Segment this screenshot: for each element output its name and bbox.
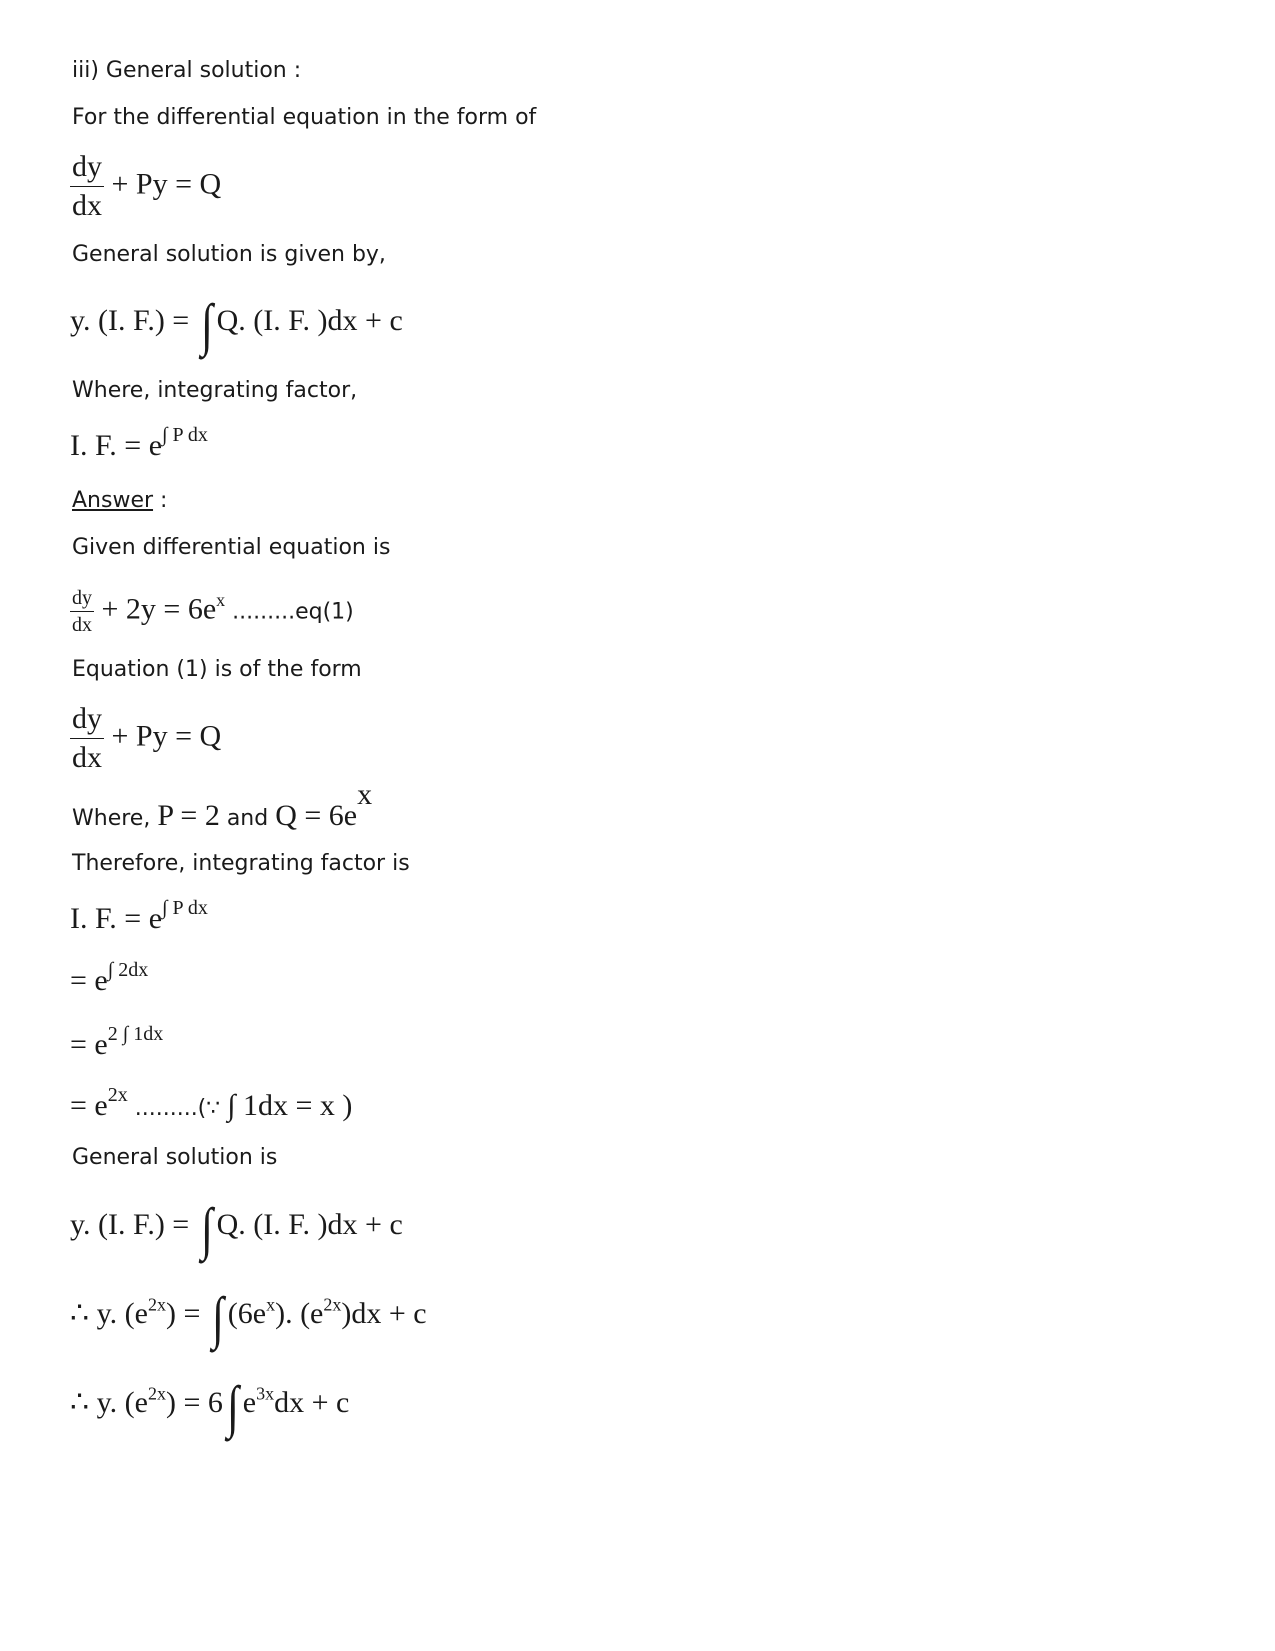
p-q-values: Where, P = 2 and $Q = 6e^x$ — [72, 778, 373, 832]
section-heading: iii) General solution : — [72, 58, 302, 83]
general-solution-formula: y. (I. F.) = ∫ Q. (I. F. )dx + c — [70, 292, 403, 357]
if-step-2: = $e^{\int 2dx}$ — [70, 959, 149, 997]
standard-form-equation: $\frac{dy}{dx}$ + Py = Q — [72, 150, 222, 222]
if-step-4: = $e^{2x}$ .........(∵ ∫ 1dx = x ) — [70, 1084, 353, 1122]
if-step-1: I. F. = $e^{\int P dx}$ — [70, 897, 208, 935]
integral-sign: ∫ — [211, 1285, 224, 1350]
general-solution-formula-2: y. (I. F.) = ∫ Q. (I. F. )dx + c — [70, 1196, 403, 1261]
general-solution-is-label: General solution is — [72, 1145, 278, 1170]
equation-1: $\frac{dy}{dx}$ + $2y = 6e^x$ .........eq(1) — [72, 587, 354, 636]
therefore-if-label: Therefore, integrating factor is — [72, 851, 410, 876]
integrating-factor-formula: I. F. = $e^{\int P dx}$ — [70, 424, 208, 462]
solution-step-1: ∴ y. $(e^{2x})$ = ∫ $(6e^x)$. $(e^{2x})dx + c$ — [70, 1285, 427, 1350]
integral-sign: ∫ — [200, 292, 213, 357]
equation-form-label: Equation (1) is of the form — [72, 657, 362, 682]
integral-sign: ∫ — [226, 1374, 239, 1439]
integrating-factor-label: Where, integrating factor, — [72, 378, 358, 403]
answer-heading: Answer : — [72, 488, 168, 513]
dy-dx-fraction-small: $\frac{dy}{dx}$ — [72, 587, 92, 636]
standard-form-equation-2: $\frac{dy}{dx}$ + Py = Q — [72, 702, 222, 774]
integral-sign: ∫ — [200, 1196, 213, 1261]
general-solution-label: General solution is given by, — [72, 242, 386, 267]
given-equation-label: Given differential equation is — [72, 535, 391, 560]
intro-text: For the differential equation in the form of — [72, 105, 537, 130]
solution-step-2: ∴ y. $(e^{2x}) = 6\int$ $e^{3x}dx + c$ — [70, 1374, 350, 1439]
dy-dx-fraction: $\frac{dy}{dx}$ — [72, 702, 102, 774]
if-step-3: = $e^{2 \int 1dx}$ — [70, 1023, 164, 1061]
dy-dx-fraction: $\frac{dy}{dx}$ — [72, 150, 102, 222]
